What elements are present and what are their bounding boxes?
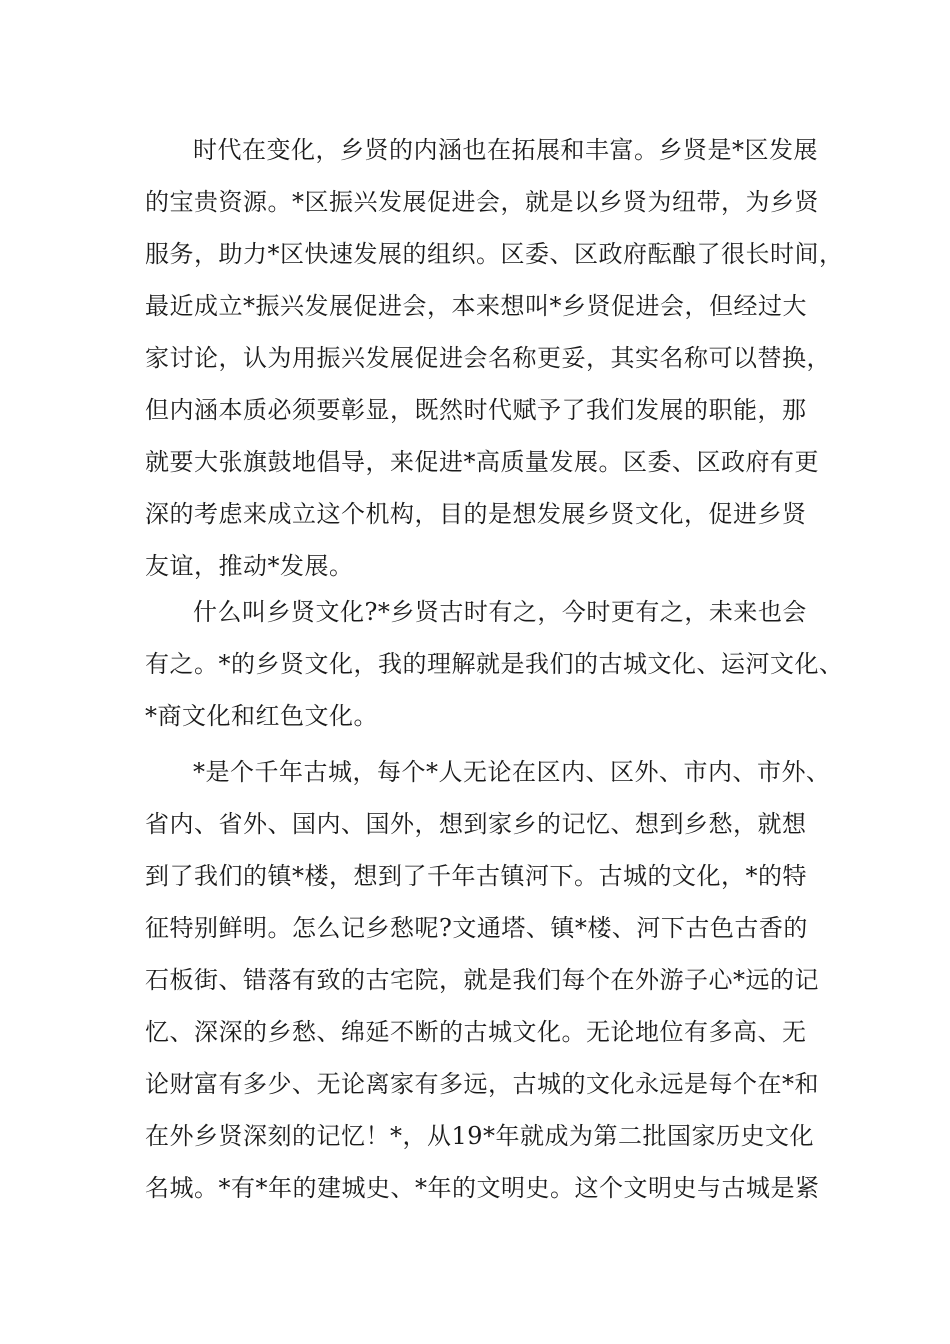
- paragraph-2: [145, 586, 844, 742]
- text-line: 家讨论，认为用振兴发展促进会名称更妥，其实名称可以替换，: [145, 344, 831, 372]
- text-line: 时代在变化，乡贤的内涵也在拓展和丰富。乡贤是*区发展: [193, 136, 818, 164]
- text-line: 但内涵本质必须要彰显，既然时代赋予了我们发展的职能，那: [145, 396, 807, 424]
- paragraph-1: [145, 124, 844, 592]
- text-line: 到了我们的镇*楼，想到了千年古镇河下。古城的文化，*的特: [145, 862, 807, 890]
- text-line: 的宝贵资源。*区振兴发展促进会，就是以乡贤为纽带，为乡贤: [145, 188, 819, 216]
- text-line: 什么叫乡贤文化?*乡贤古时有之，今时更有之，未来也会: [193, 598, 807, 626]
- text-line: 征特别鲜明。怎么记乡愁呢?文通塔、镇*楼、河下古色古香的: [145, 914, 808, 942]
- text-line: 忆、深深的乡愁、绵延不断的古城文化。无论地位有多高、无: [145, 1018, 807, 1046]
- text-line: 名城。*有*年的建城史、*年的文明史。这个文明史与古城是紧: [145, 1174, 820, 1202]
- text-line: 就要大张旗鼓地倡导，来促进*高质量发展。区委、区政府有更: [145, 448, 819, 476]
- paragraph-3: [145, 746, 831, 1214]
- text-line: 有之。*的乡贤文化，我的理解就是我们的古城文化、运河文化、: [145, 650, 844, 678]
- text-line: 石板街、错落有致的古宅院，就是我们每个在外游子心*远的记: [145, 966, 819, 994]
- text-line: 深的考虑来成立这个机构，目的是想发展乡贤文化，促进乡贤: [145, 500, 807, 528]
- text-line: *是个千年古城，每个*人无论在区内、区外、市内、市外、: [193, 758, 831, 786]
- text-line: 论财富有多少、无论离家有多远，古城的文化永远是每个在*和: [145, 1070, 819, 1098]
- text-line: *商文化和红色文化。: [145, 702, 378, 730]
- text-line: 在外乡贤深刻的记忆！*，从19*年就成为第二批国家历史文化: [145, 1122, 815, 1150]
- text-line: 最近成立*振兴发展促进会，本来想叫*乡贤促进会，但经过大: [145, 292, 807, 320]
- text-line: 友谊，推动*发展。: [145, 552, 354, 580]
- text-line: 省内、省外、国内、国外，想到家乡的记忆、想到乡愁，就想: [145, 810, 807, 838]
- text-line: 服务，助力*区快速发展的组织。区委、区政府酝酿了很长时间，: [145, 240, 844, 268]
